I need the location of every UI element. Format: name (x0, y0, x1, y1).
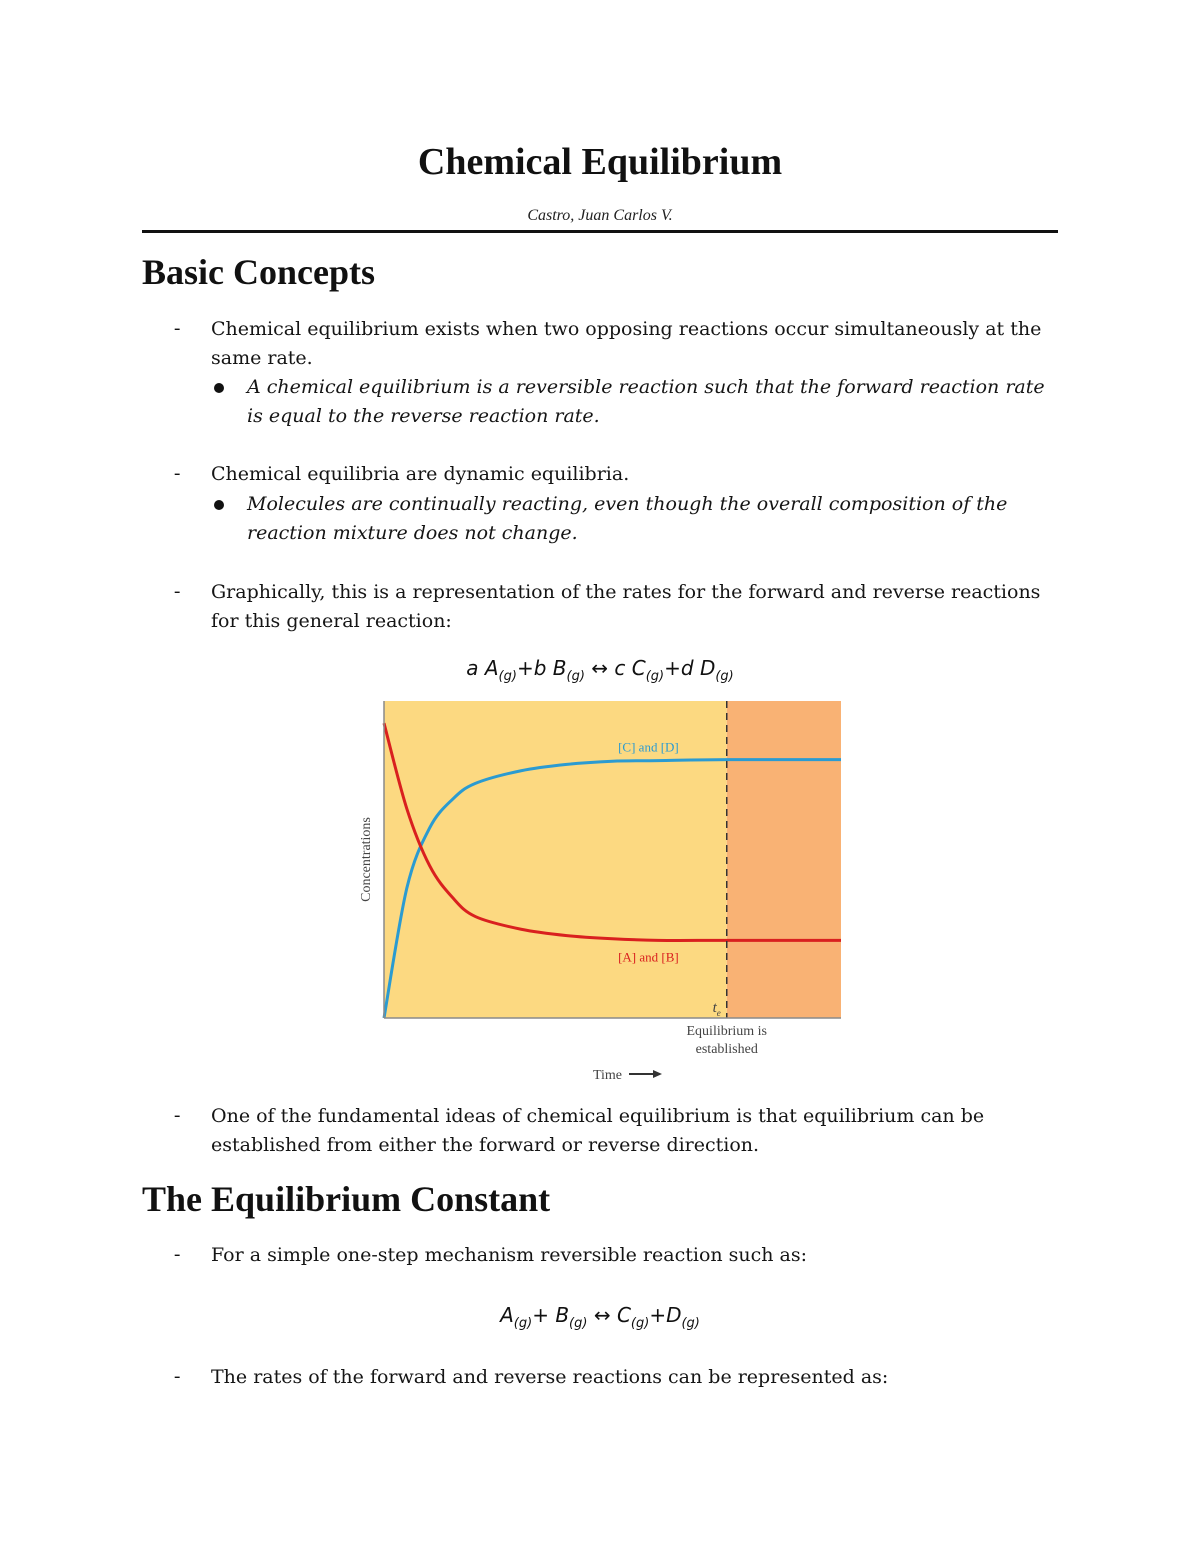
time-arrow-head (653, 1070, 662, 1078)
x-axis-label: Time (592, 1068, 622, 1083)
eq1-plus-2: + (664, 656, 681, 680)
eq1-coef-b: b (533, 656, 547, 680)
equilibrium-region (727, 701, 841, 1018)
bullet-icon (214, 383, 224, 393)
chart-svg (350, 695, 850, 1090)
eq2-species-a: A (500, 1303, 514, 1327)
eq1-coef-c: c (614, 656, 626, 680)
eq2-state-d: (g) (681, 1316, 700, 1331)
eq1-state-a: (g) (498, 669, 517, 684)
eq1-plus-1: + (516, 656, 534, 680)
eq1-species-c: C (631, 656, 646, 680)
document-author: Castro, Juan Carlos V. (527, 207, 673, 224)
series-label-cd: [C] and [D] (618, 739, 679, 755)
marker-sub: e (716, 1008, 721, 1018)
y-axis-label: Concentrations (359, 817, 374, 902)
list-dash: - (174, 318, 181, 339)
eq2-species-d: D (666, 1303, 682, 1327)
general-reaction-equation (0, 656, 1200, 684)
eq1-species-b: B (552, 656, 567, 680)
eq2-state-b: (g) (569, 1316, 588, 1331)
equilibrium-constant-point-2: The rates of the forward and reverse reactions can be represented as: (211, 1366, 889, 1388)
list-dash: - (174, 463, 181, 484)
eq1-state-c: (g) (645, 669, 665, 684)
list-dash: - (174, 581, 181, 602)
eq1-species-d: D (699, 656, 716, 680)
section-heading-equilibrium-constant: The Equilibrium Constant (142, 1179, 551, 1219)
list-dash: - (174, 1366, 181, 1387)
equilibrium-constant-point-1: For a simple one-step mechanism reversible reaction such as: (211, 1244, 808, 1266)
eq2-state-c: (g) (630, 1316, 650, 1331)
section-heading-basic-concepts: Basic Concepts (142, 252, 375, 292)
basic-concepts-point-2-sub: Molecules are continually reacting, even though the overall composition of the reaction mixture does not change. (247, 493, 1008, 544)
equilibrium-note-line-1: Equilibrium is (686, 1024, 767, 1039)
equilibrium-chart (350, 695, 850, 1090)
eq2-plus-1: + (532, 1303, 549, 1327)
title-divider (142, 230, 1058, 233)
eq1-state-d: (g) (715, 669, 734, 684)
basic-concepts-point-4: One of the fundamental ideas of chemical equilibrium is that equilibrium can be established from either the forward or reverse direction. (211, 1105, 985, 1156)
time-arrow-icon (629, 1070, 662, 1078)
series-label-ab: [A] and [B] (618, 949, 679, 965)
equilibrium-note-line-2: established (695, 1042, 758, 1057)
eq1-coef-a: a (466, 656, 479, 680)
document-title: Chemical Equilibrium (417, 141, 783, 183)
eq1-arrow: ↔ (591, 656, 609, 680)
marker-main: t (712, 1000, 717, 1016)
eq2-state-a: (g) (513, 1316, 533, 1331)
eq1-species-a: A (484, 656, 499, 680)
eq2-species-b: B (555, 1303, 570, 1327)
eq2-species-c: C (616, 1303, 631, 1327)
eq1-state-b: (g) (566, 669, 585, 684)
list-dash: - (174, 1105, 181, 1126)
eq2-arrow: ↔ (593, 1303, 611, 1327)
basic-concepts-point-2: Chemical equilibria are dynamic equilibria. (211, 463, 630, 485)
basic-concepts-point-3: Graphically, this is a representation of the rates for the forward and reverse reactions for this general reaction: (211, 581, 1041, 632)
basic-concepts-point-1-sub: A chemical equilibrium is a reversible reaction such that the forward reaction rate is equal to the reverse reaction rate. (247, 376, 1045, 427)
basic-concepts-point-1: Chemical equilibrium exists when two opposing reactions occur simultaneously at the same rate. (211, 318, 1042, 369)
list-dash: - (174, 1244, 181, 1265)
simple-reaction-equation (0, 1303, 1200, 1331)
eq1-coef-d: d (680, 656, 694, 680)
bullet-icon (214, 500, 224, 510)
eq2-plus-2: + (649, 1303, 667, 1327)
